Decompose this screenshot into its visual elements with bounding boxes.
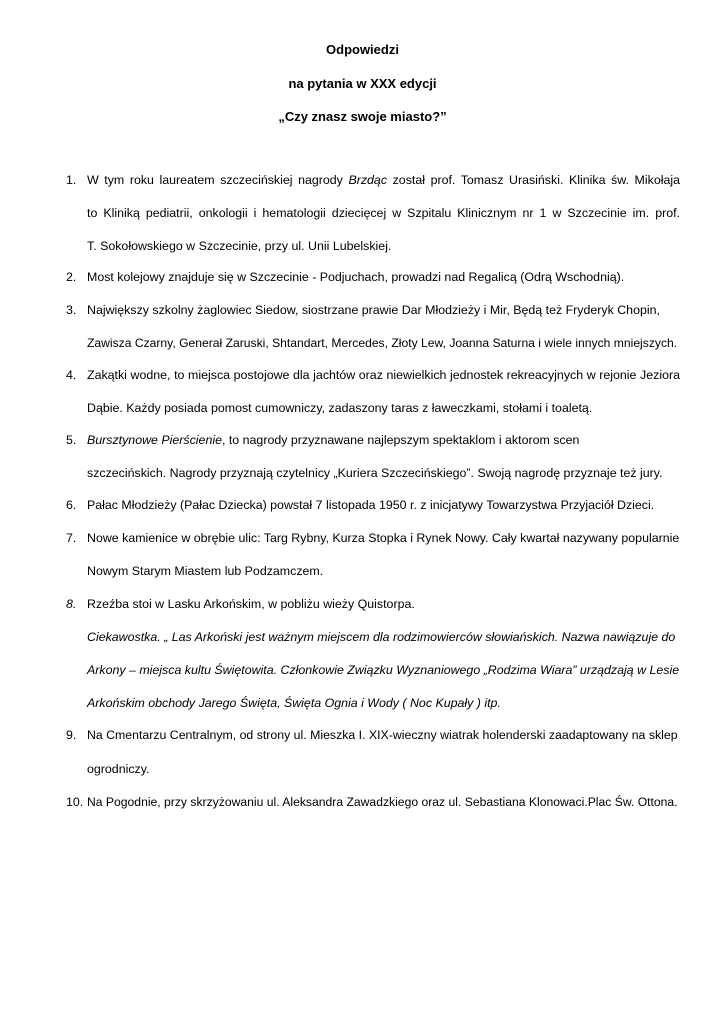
- answer-line: Zakątki wodne, to miejsca postojowe dla jachtów oraz niewielkich jednostek rekreacyjnych w rejonie Jeziora: [87, 368, 680, 382]
- answer-line: to Kliniką pediatrii, onkologii i hematologii dziecięcej w Szpitalu Klinicznym nr 1 w Szczecinie im. prof.: [87, 206, 680, 220]
- answer-line: Na Pogodnie, przy skrzyżowaniu ul. Aleksandra Zawadzkiego oraz ul. Sebastiana Klonowaci.Plac Św. Ottona.: [87, 795, 678, 809]
- answer-text: został prof. Tomasz Urasiński. Klinika św. Mikołaja: [387, 173, 680, 187]
- answer-text: W tym roku laureatem szczecińskiej nagrody: [87, 173, 349, 187]
- answer-line: [87, 172, 680, 188]
- answer-number: 2.: [66, 270, 77, 284]
- answer-line: ogrodniczy.: [87, 762, 150, 776]
- curiosity-line: Ciekawostka. „ Las Arkoński jest ważnym miejscem dla rodzimowierców słowiańskich. Nazwa nawiązuje do: [87, 630, 676, 644]
- award-name: Bursztynowe Pierścienie: [87, 433, 222, 447]
- curiosity-line: Arkońskim obchody Jarego Święta, Święta Ognia i Wody ( Noc Kupały ) itp.: [87, 696, 501, 710]
- award-name: Brzdąc: [348, 173, 388, 187]
- answer-number: 3.: [66, 303, 77, 317]
- answer-number: 1.: [66, 173, 77, 187]
- answer-line: Nowym Starym Miastem lub Podzamczem.: [87, 564, 324, 578]
- answer-line: Dąbie. Każdy posiada pomost cumowniczy, zadaszony taras z ławeczkami, stołami i toaletą.: [87, 401, 593, 415]
- document-subtitle: na pytania w XXX edycji: [288, 76, 437, 91]
- answer-line: Most kolejowy znajduje się w Szczecinie - Podjuchach, prowadzi nad Regalicą (Odrą Wschodnią).: [87, 270, 625, 284]
- document-title: Odpowiedzi: [326, 42, 399, 57]
- answer-number: 9.: [66, 728, 77, 742]
- answer-number: 8.: [66, 597, 77, 611]
- answer-line: Rzeźba stoi w Lasku Arkońskim, w pobliżu wieży Quistorpa.: [87, 597, 415, 611]
- quiz-name: „Czy znasz swoje miasto?”: [278, 109, 447, 124]
- answer-line: [87, 432, 680, 448]
- answer-number: 6.: [66, 498, 77, 512]
- answer-line: Nowe kamienice w obrębie ulic: Targ Rybny, Kurza Stopka i Rynek Nowy. Cały kwartał nazywany popularnie: [87, 531, 680, 545]
- answer-line: Pałac Młodzieży (Pałac Dziecka) powstał 7 listopada 1950 r. z inicjatywy Towarzystwa Przyjaciół Dzieci.: [87, 498, 655, 512]
- answer-line: Na Cmentarzu Centralnym, od strony ul. Mieszka I. XIX-wieczny wiatrak holenderski zaadaptowany na sklep: [87, 728, 678, 742]
- answer-number: 7.: [66, 531, 77, 545]
- answer-text: , to nagrody przyznawane najlepszym spektaklom i aktorom scen: [221, 433, 580, 447]
- answer-line: Zawisza Czarny, Generał Zaruski, Shtandart, Mercedes, Złoty Lew, Joanna Saturna i wiele innych mniejszych.: [87, 336, 678, 350]
- curiosity-line: Arkony – miejsca kultu Świętowita. Członkowie Związku Wyznaniowego „Rodzima Wiara” urządzają w Lesie: [87, 663, 680, 677]
- answer-number: 4.: [66, 368, 77, 382]
- answer-number: 5.: [66, 433, 77, 447]
- answer-number: 10.: [66, 795, 84, 809]
- answer-line: szczecińskich. Nagrody przyznają czytelnicy „Kuriera Szczecińskiego”. Swoją nagrodę przyznaje też jury.: [87, 466, 663, 480]
- answer-line: Największy szkolny żaglowiec Siedow, siostrzane prawie Dar Młodzieży i Mir, Będą też Fryderyk Chopin,: [87, 303, 660, 317]
- answer-line: T. Sokołowskiego w Szczecinie, przy ul. Unii Lubelskiej.: [87, 239, 392, 253]
